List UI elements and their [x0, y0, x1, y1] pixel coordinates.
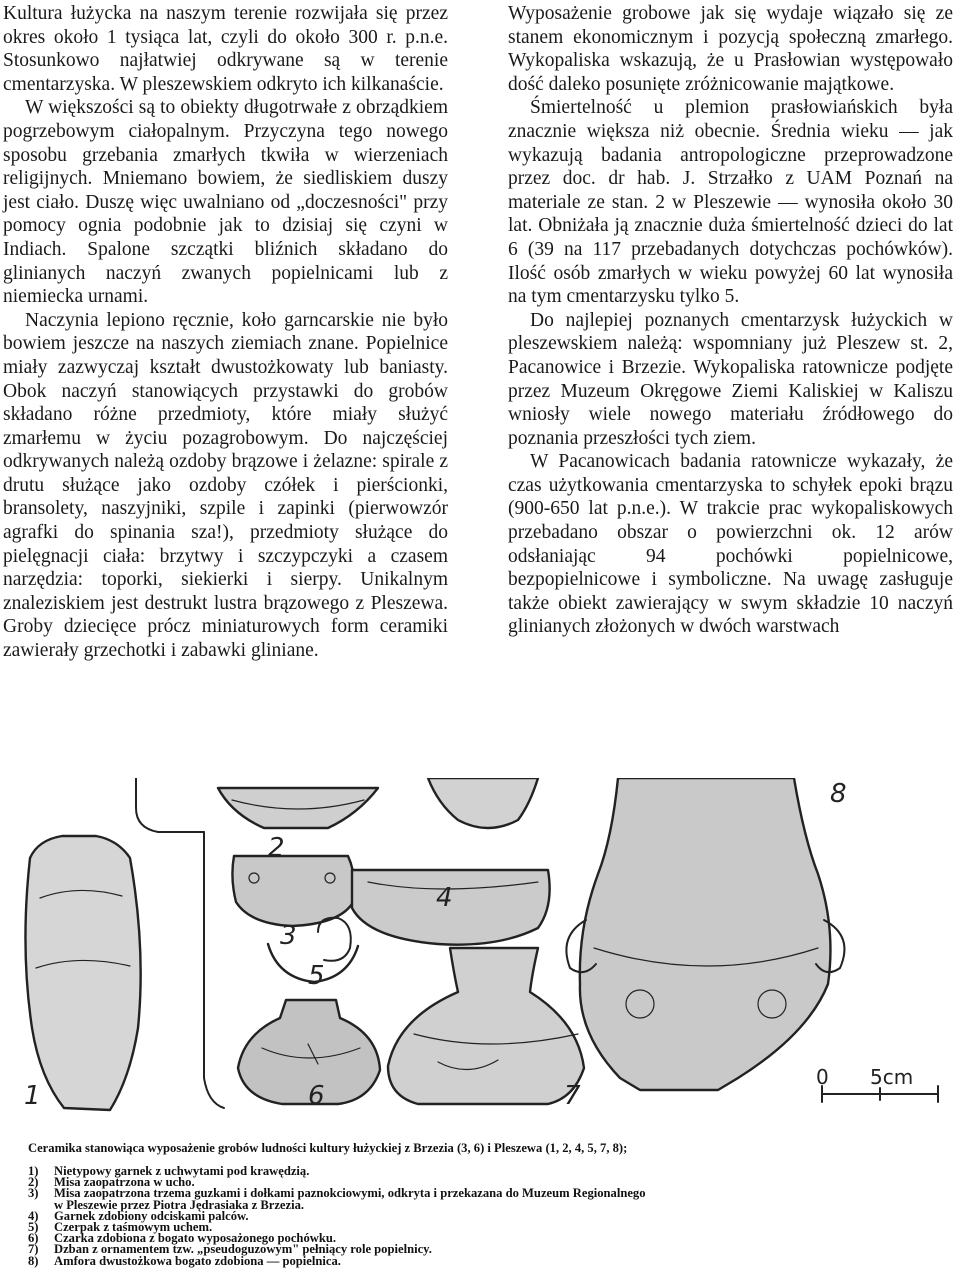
- figure-label-5: 5: [308, 961, 325, 991]
- figure-label-7: 7: [564, 1081, 581, 1111]
- caption-item-text: Czerpak z taśmowym uchem.: [54, 1220, 213, 1235]
- paragraph: Wyposażenie grobowe jak się wydaje wiązało się ze stanem ekonomicznym i pozycją społeczną zmarłego. Wykopaliska wskazują, że u Prasłowian występowało dość daleko posunięte zróżnicowanie majątkowe.: [508, 3, 953, 95]
- caption-list: [28, 1166, 938, 1267]
- pottery-illustration: [18, 778, 952, 1130]
- figure-label-4: 4: [436, 883, 453, 913]
- paragraph: W większości są to obiekty długotrwałe z obrządkiem pogrzebowym ciałopalnym. Przyczyna tego nowego sposobu grzebania zmarłych tkwiła w wierzeniach religijnych. Mniemano bowiem, że siedliskiem duszy jest ciało. Duszę więc uwalniano od „doczesności" przy pomocy ognia podobnie jak to dzisiaj się czyni w Indiach. Spalone szczątki bliźnich składano do glinianych naczyń zwanych popielnicami lub z niemiecka urnami.: [3, 97, 448, 308]
- caption-item-number: 4): [28, 1208, 39, 1223]
- paragraph: W Pacanowicach badania ratownicze wykazały, że czas użytkowania cmentarzyska to schyłek epoki brązu (900-650 lat p.n.e.). W trakcie prac wykopaliskowych przebadano obszar o powierzchni ok. 12 arów odsłaniając 94 pochówki popielnicowe, bezpopielnicowe i symboliczne. Na uwagę zasługuje także obiekt zawierający w swym składzie 10 naczyń glinianych złożonych w dwóch warstwach: [508, 451, 953, 638]
- caption-item-number: 6): [28, 1231, 39, 1246]
- caption-item-text-continued: w Pleszewie przez Piotra Jędrasiaka z Brzezia.: [54, 1197, 305, 1212]
- paragraph: Kultura łużycka na naszym terenie rozwijała się przez okres około 1 tysiąca lat, czyli do około 300 r. p.n.e. Stosunkowo najłatwiej odkrywane są w terenie cmentarzyska. W pleszewskiem odkryto ich kilkanaście.: [3, 3, 448, 95]
- caption-item: [28, 1253, 938, 1268]
- caption-item-number: 2): [28, 1175, 39, 1190]
- caption-item-text: Misa zaopatrzona w ucho.: [54, 1175, 195, 1190]
- caption-item-text: Dzban z ornamentem tzw. „pseudoguzowym" pełniący role popielnicy.: [54, 1242, 432, 1257]
- caption-item-number: 3): [28, 1186, 39, 1201]
- caption-item-number: 7): [28, 1242, 39, 1257]
- right-text-column: [508, 2, 953, 639]
- vessel-8-drawing: [566, 778, 844, 1090]
- figure-label-6: 6: [308, 1081, 325, 1111]
- vessel-2-drawing: [218, 788, 378, 828]
- caption-item-text: Amfora dwustożkowa bogato zdobiona — popielnica.: [54, 1253, 341, 1268]
- caption-item-number: 1): [28, 1164, 39, 1178]
- paragraph: Śmiertelność u plemion prasłowiańskich była znacznie większa niż obecnie. Średnia wieku — jak wykazują badania antropologiczne przeprowadzone przez doc. dr hab. J. Strzałko z UAM Poznań na materiale ze stan. 2 w Pleszewie — wynosiła około 30 lat. Obniżała ją znacznie duża śmiertelność dzieci do lat 6 (39 na 117 przebadanych dotychczas pochówków). Ilość osób zmarłych w wieku powyżej 60 lat wynosiła na tym cmentarzysku tylko 5.: [508, 97, 953, 308]
- figure-label-3: 3: [280, 921, 297, 951]
- caption-item-text: Misa zaopatrzona trzema guzkami i dołkami paznokciowymi, odkryta i przekazana do Muzeum Regionalnego: [54, 1186, 646, 1201]
- scale-unit-label: 5cm: [870, 1065, 914, 1089]
- caption-item: [28, 1188, 938, 1210]
- caption-item-number: 8): [28, 1253, 39, 1268]
- vessel-3-drawing: [232, 856, 354, 926]
- caption-item-text: Nietypowy garnek z uchwytami pod krawędzią.: [54, 1164, 310, 1178]
- caption-title: Ceramika stanowiąca wyposażenie grobów ludności kultury łużyckiej z Brzezia (3, 6) i Pleszewa (1, 2, 4, 5, 7, 8);: [28, 1141, 628, 1155]
- vessel-7-drawing: [388, 948, 584, 1104]
- vessel-1-drawing: [25, 778, 224, 1110]
- paragraph: Do najlepiej poznanych cmentarzysk łużyckich w pleszewskiem należą: wspomniany już Pleszew st. 2, Pacanowice i Brzezie. Wykopaliska ratownicze podjęte przez Muzeum Okręgowe Ziemi Kaliskiej w Kaliszu wniosły wiele nowego materiału źródłowego do poznania przeszłości tych ziem.: [508, 309, 953, 449]
- figure-label-2: 2: [268, 833, 285, 863]
- caption-item-number: 5): [28, 1220, 39, 1235]
- caption-item-text: Garnek zdobiony odciskami palców.: [54, 1208, 249, 1223]
- caption-item-text: Czarka zdobiona z bogato wyposażonego pochówku.: [54, 1231, 336, 1246]
- figure-label-8: 8: [830, 779, 847, 809]
- paragraph: Naczynia lepiono ręcznie, koło garncarskie nie było bowiem jeszcze na naszych ziemiach znane. Popielnice miały zazwyczaj kształt dwustożkowaty lub baniasty. Obok naczyń stanowiących przystawki do grobów składano różne przedmioty, które miały służyć zmarłemu w życiu pozagrobowym. Do najczęściej odkrywanych należą ozdoby brązowe i żelazne: spirale z drutu służące jako ozdoby czółek i pierścionki, bransolety, naszyjniki, szpile i zapinki (pierwowzór agrafki do spinania sza!), przedmioty służące do pielęgnacji ciała: brzytwy i szczypczyki a czasem narzędzia: toporki, siekierki i sierpy. Unikalnym znaleziskiem jest destrukt lustra brązowego z Pleszewa. Groby dziecięce prócz miniaturowych form ceramiki zawierały grzechotki i zabawki gliniane.: [3, 309, 448, 662]
- scale-zero-label: 0: [816, 1065, 829, 1089]
- figure-label-1: 1: [24, 1081, 41, 1111]
- left-text-column: [3, 2, 448, 663]
- figure-caption: [28, 1140, 938, 1267]
- vessel-4-drawing: [352, 778, 550, 945]
- caption-item-text-block: [54, 1188, 938, 1210]
